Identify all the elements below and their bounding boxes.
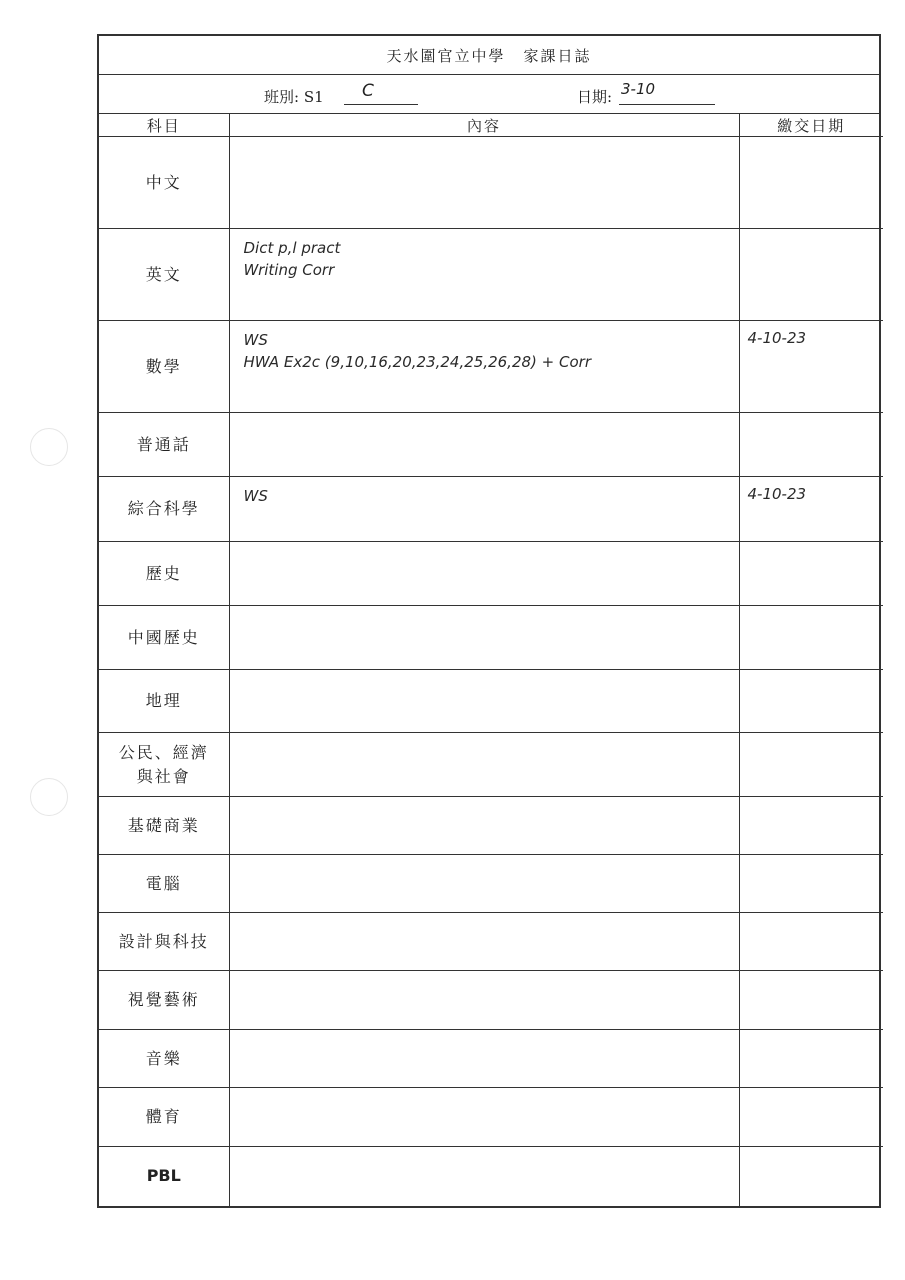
form-title: 家課日誌 — [523, 46, 592, 65]
subject-cell — [99, 797, 229, 855]
subject-cell — [99, 1030, 229, 1088]
table-row — [99, 971, 883, 1030]
subject-name: 綜合科學 — [127, 499, 200, 518]
class-label: 班別: S1 — [264, 88, 324, 106]
subject-cell — [99, 477, 229, 542]
table-row — [99, 797, 883, 855]
due-date-text: 4-10-23 — [747, 329, 807, 347]
table-row — [99, 321, 883, 413]
column-header-content: 內容 — [229, 114, 739, 137]
content-cell[interactable] — [229, 137, 739, 229]
table-row — [99, 670, 883, 733]
date-label: 日期: — [577, 88, 613, 106]
subject-cell — [99, 971, 229, 1030]
due-date-cell[interactable] — [739, 477, 883, 542]
subject-cell — [99, 670, 229, 733]
table-row — [99, 477, 883, 542]
due-date-cell[interactable] — [739, 137, 883, 229]
subject-name: 視覺藝術 — [127, 990, 200, 1009]
subject-name: 數學 — [145, 356, 182, 376]
homework-diary-sheet — [97, 34, 881, 1208]
homework-line: Dict p,l pract — [243, 239, 341, 257]
subject-cell — [99, 542, 229, 606]
due-date-cell[interactable] — [739, 971, 883, 1030]
due-date-cell[interactable] — [739, 606, 883, 670]
class-field[interactable]: C — [344, 81, 418, 105]
content-cell[interactable] — [229, 733, 739, 797]
subject-cell — [99, 733, 229, 797]
subject-name: 體育 — [145, 1107, 182, 1126]
subject-cell — [99, 229, 229, 321]
homework-line: HWA Ex2c (9,10,16,20,23,24,25,26,28) + Corr — [243, 353, 591, 371]
subject-name: 地理 — [145, 691, 182, 710]
subject-name: 歷史 — [145, 563, 182, 583]
subject-name: 普通話 — [136, 434, 191, 454]
content-cell[interactable] — [229, 1030, 739, 1088]
content-cell[interactable] — [229, 542, 739, 606]
due-date-text: 4-10-23 — [747, 485, 807, 503]
content-cell[interactable] — [229, 670, 739, 733]
punch-hole-top — [30, 428, 68, 466]
subject-name: 英文 — [145, 264, 182, 284]
content-cell[interactable] — [229, 913, 739, 971]
table-header-row — [99, 114, 883, 137]
content-cell[interactable] — [229, 413, 739, 477]
content-cell[interactable] — [229, 477, 739, 542]
table-row — [99, 913, 883, 971]
table-body — [99, 137, 883, 1206]
subject-cell — [99, 137, 229, 229]
class-date-row — [99, 75, 879, 114]
content-cell[interactable] — [229, 1088, 739, 1147]
subject-cell — [99, 855, 229, 913]
due-date-cell[interactable] — [739, 321, 883, 413]
due-date-cell[interactable] — [739, 670, 883, 733]
subject-cell — [99, 606, 229, 670]
subject-name: 中國歷史 — [127, 627, 200, 647]
due-date-cell[interactable] — [739, 1030, 883, 1088]
subject-name: 公民、經濟 與社會 — [118, 742, 209, 786]
table-row — [99, 606, 883, 670]
due-date-cell[interactable] — [739, 229, 883, 321]
table-row — [99, 542, 883, 606]
content-cell[interactable] — [229, 606, 739, 670]
table-row — [99, 1147, 883, 1206]
content-cell[interactable] — [229, 855, 739, 913]
due-date-cell[interactable] — [739, 542, 883, 606]
due-date-cell[interactable] — [739, 733, 883, 797]
subject-cell — [99, 1088, 229, 1147]
due-date-cell[interactable] — [739, 913, 883, 971]
subject-name: 設計與科技 — [118, 931, 209, 951]
subject-name: 音樂 — [145, 1048, 182, 1068]
due-date-cell[interactable] — [739, 797, 883, 855]
subject-name: 基礎商業 — [127, 815, 200, 835]
homework-line: Writing Corr — [243, 261, 335, 279]
subject-name: 電腦 — [145, 873, 182, 893]
subject-cell — [99, 913, 229, 971]
column-header-subject: 科目 — [99, 114, 229, 137]
table-row — [99, 855, 883, 913]
date-field[interactable]: 3-10 — [619, 79, 715, 105]
table-row — [99, 1030, 883, 1088]
content-cell[interactable] — [229, 797, 739, 855]
content-cell[interactable] — [229, 321, 739, 413]
homework-line: WS — [243, 487, 268, 505]
content-cell[interactable] — [229, 229, 739, 321]
table-row — [99, 137, 883, 229]
title-row — [99, 36, 879, 75]
column-header-due: 繳交日期 — [739, 114, 883, 137]
table-row — [99, 1088, 883, 1147]
table-row — [99, 733, 883, 797]
subject-name: 中文 — [145, 172, 182, 192]
content-cell[interactable] — [229, 1147, 739, 1206]
subject-cell — [99, 321, 229, 413]
due-date-cell[interactable] — [739, 413, 883, 477]
table-row — [99, 229, 883, 321]
punch-hole-bottom — [30, 778, 68, 816]
homework-line: WS — [243, 331, 268, 349]
table-row — [99, 413, 883, 477]
school-name: 天水圍官立中學 — [386, 46, 506, 65]
content-cell[interactable] — [229, 971, 739, 1030]
homework-table — [99, 114, 883, 1206]
due-date-cell[interactable] — [739, 855, 883, 913]
due-date-cell[interactable] — [739, 1147, 883, 1206]
subject-cell — [99, 413, 229, 477]
subject-name: PBL — [146, 1166, 181, 1186]
due-date-cell[interactable] — [739, 1088, 883, 1147]
subject-cell — [99, 1147, 229, 1206]
